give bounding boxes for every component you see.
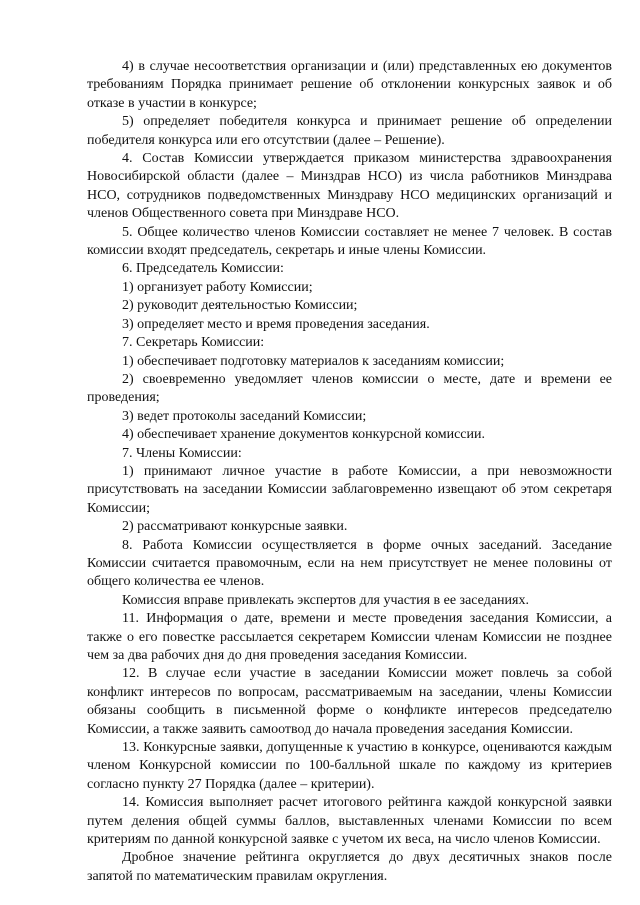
list-item: 1) принимают личное участие в работе Комиссии, а при невозможности присутствовать на заседании Комиссии заблаговременно извещают об этом секретаря Комиссии; [87, 463, 612, 516]
heading-members: 7. Члены Комиссии: [122, 445, 242, 461]
paragraph-scoring: 13. Конкурсные заявки, допущенные к участию в конкурсе, оцениваются каждым членом Конкурсной комиссии по 100-балльной шкале по каждому из критериев согласно пункту 27 Порядка (далее – критерии). [87, 740, 612, 792]
heading-secretary: 7. Секретарь Комиссии: [122, 335, 265, 351]
list-item: 3) ведет протоколы заседаний Комиссии; [122, 408, 367, 424]
list-item: 1) обеспечивает подготовку материалов к заседаниям комиссии; [122, 353, 505, 369]
paragraph-4-reject: 4) в случае несоответствия организации и (или) представленных ею документов требованиям Порядка принимает решение об отклонении конкурсных заявок и об отказе в участии в конкурсе; [87, 59, 612, 111]
paragraph-commission-composition: 4. Состав Комиссии утверждается приказом министерства здравоохранения Новосибирской области (далее – Минздрав НСО) из числа работников Минздрава НСО, сотрудников подведомственных Минздраву НСО медицинских организаций и членов Общественного совета при Минздраве НСО. [87, 151, 612, 222]
heading-chairman: 6. Председатель Комиссии: [122, 261, 284, 277]
paragraph-members-count: 5. Общее количество членов Комиссии составляет не менее 7 человек. В состав комиссии входят председатель, секретарь и иные члены Комиссии. [87, 224, 612, 259]
list-item: 4) обеспечивает хранение документов конкурсной комиссии. [122, 427, 485, 443]
paragraph-meetings: 8. Работа Комиссии осуществляется в форме очных заседаний. Заседание Комиссии считается правомочным, если на нем присутствует не менее половины от общего количества ее членов. [87, 537, 612, 590]
paragraph-5-winner: 5) определяет победителя конкурса и принимает решение об определении победителя конкурса или его отсутствии (далее – Решение). [87, 114, 612, 148]
list-item: 1) организует работу Комиссии; [122, 279, 313, 295]
list-item: 2) своевременно уведомляет членов комиссии о месте, дате и времени ее проведения; [87, 371, 612, 406]
paragraph-meeting-info: 11. Информация о дате, времени и месте проведения заседания Комиссии, а также о его повестке рассылается секретарем Комиссии членам Комиссии не позднее чем за два рабочих дня до дня проведения заседания Комиссии. [87, 611, 612, 663]
paragraph-experts: Комиссия вправе привлекать экспертов для участия в ее заседаниях. [122, 592, 529, 608]
list-item: 2) рассматривают конкурсные заявки. [122, 519, 348, 535]
list-item: 3) определяет место и время проведения заседания. [122, 316, 430, 332]
paragraph-rounding: Дробное значение рейтинга округляется до двух десятичных знаков после запятой по математическим правилам округления. [87, 850, 612, 884]
list-item: 2) руководит деятельностью Комиссии; [122, 298, 358, 314]
paragraph-rating-calculation: 14. Комиссия выполняет расчет итогового рейтинга каждой конкурсной заявки путем деления общей суммы баллов, выставленных членами Комиссии по всем критериям по данной конкурсной заявке с учетом их веса, на число членов Комиссии. [87, 795, 612, 848]
paragraph-conflict-of-interest: 12. В случае если участие в заседании Комиссии может повлечь за собой конфликт интересов по вопросам, рассматриваемым на заседании, члены Комиссии обязаны сообщить в письменной форме о конфликте интересов председателю Комиссии, а также заявить самоотвод до начала проведения заседания Комиссии. [87, 666, 612, 737]
